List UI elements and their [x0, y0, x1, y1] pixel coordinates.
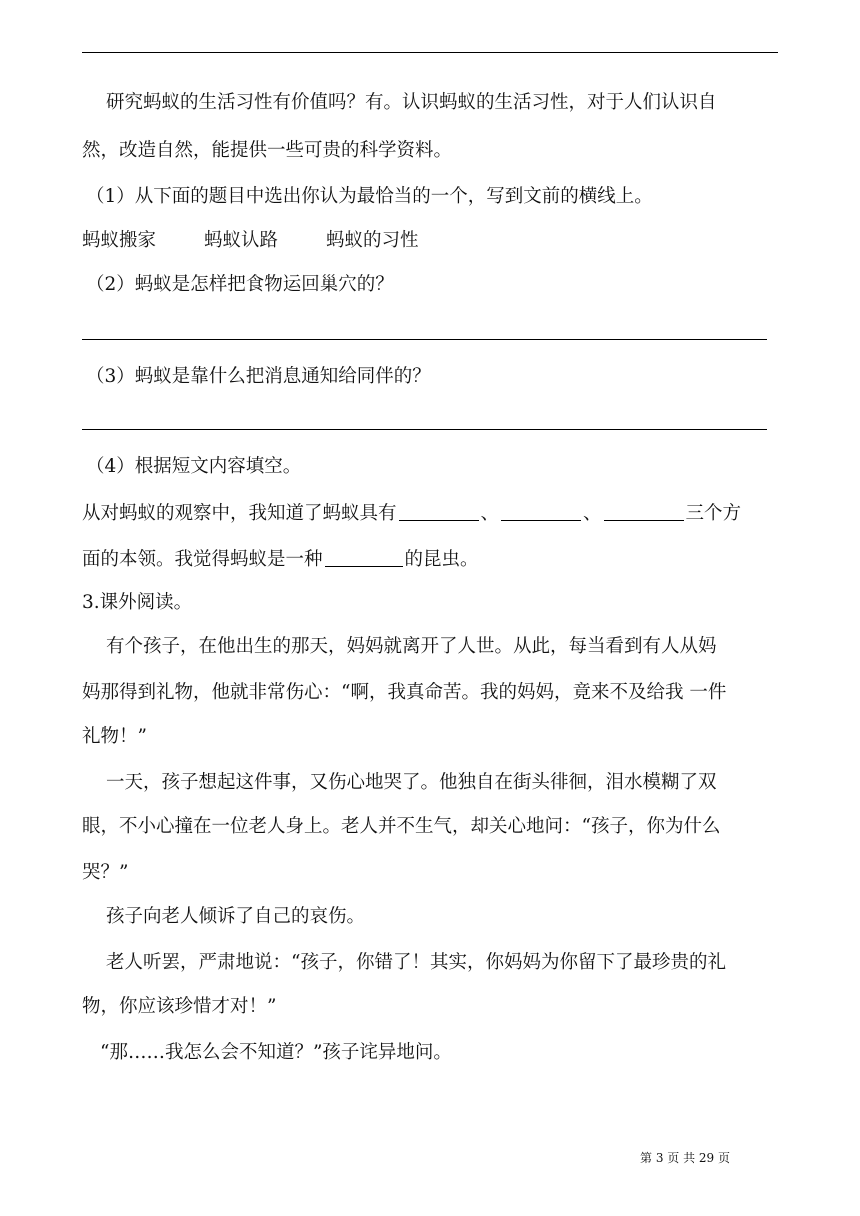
- story-p4-line-1: 老人听罢，严肃地说：“孩子，你错了！其实，你妈妈为你留下了最珍贵的礼: [106, 952, 726, 973]
- story-p2-line-1: 一天，孩子想起这件事，又伤心地哭了。他独自在街头徘徊，泪水模糊了双: [106, 772, 717, 793]
- story-p1-line-1: 有个孩子，在他出生的那天，妈妈就离开了人世。从此，每当看到有人从妈: [106, 636, 717, 657]
- fill-text-2: 三个方: [685, 503, 742, 524]
- blank-3[interactable]: [604, 500, 684, 521]
- option-3: 蚂蚁的习性: [326, 230, 419, 251]
- question-3: （3）蚂蚁是靠什么把消息通知给同伴的？: [86, 366, 431, 387]
- fill-text-4: 的昆虫。: [404, 549, 479, 570]
- question-1-options: [82, 228, 782, 254]
- question-2: （2）蚂蚁是怎样把食物运回巢穴的？: [86, 274, 394, 295]
- question-1: （1）从下面的题目中选出你认为最恰当的一个，写到文前的横线上。: [86, 186, 653, 207]
- story-p3-line-1: 孩子向老人倾诉了自己的哀伤。: [106, 906, 366, 927]
- blank-4[interactable]: [325, 546, 403, 567]
- story-p5-line-1: “那……我怎么会不知道？”孩子诧异地问。: [100, 1042, 452, 1063]
- story-p1-line-2: 妈那得到礼物，他就非常伤心：“啊，我真命苦。我的妈妈，竟来不及给我 一件: [82, 682, 727, 703]
- section-3-heading: 3.课外阅读。: [82, 592, 193, 613]
- answer-line-q3[interactable]: [82, 429, 767, 430]
- intro-line-2: 然，改造自然，能提供一些可贵的科学资料。: [82, 140, 453, 161]
- option-2: 蚂蚁认路: [204, 230, 279, 251]
- separator-2: 、: [583, 503, 602, 524]
- separator-1: 、: [480, 503, 500, 524]
- question-4-fill-line-2: [82, 546, 782, 573]
- intro-line-1: 研究蚂蚁的生活习性有价值吗？有。认识蚂蚁的生活习性，对于人们认识自: [106, 92, 717, 113]
- option-1: 蚂蚁搬家: [82, 230, 157, 251]
- story-p2-line-3: 哭？”: [82, 862, 129, 883]
- story-p1-line-3: 礼物！”: [82, 726, 147, 747]
- question-4-fill-line-1: [82, 500, 782, 527]
- question-4: （4）根据短文内容填空。: [86, 456, 302, 477]
- answer-line-q2[interactable]: [82, 339, 767, 340]
- fill-text-3: 面的本领。我觉得蚂蚁是一种: [82, 549, 323, 570]
- blank-2[interactable]: [501, 500, 581, 521]
- header-rule: [82, 52, 778, 53]
- blank-1[interactable]: [399, 500, 479, 521]
- page-number: 第 3 页 共 29 页: [640, 1151, 730, 1165]
- story-p2-line-2: 眼，不小心撞在一位老人身上。老人并不生气，却关心地问：“孩子，你为什么: [82, 816, 721, 837]
- fill-text-1: 从对蚂蚁的观察中，我知道了蚂蚁具有: [82, 503, 397, 524]
- story-p4-line-2: 物，你应该珍惜才对！”: [82, 996, 277, 1017]
